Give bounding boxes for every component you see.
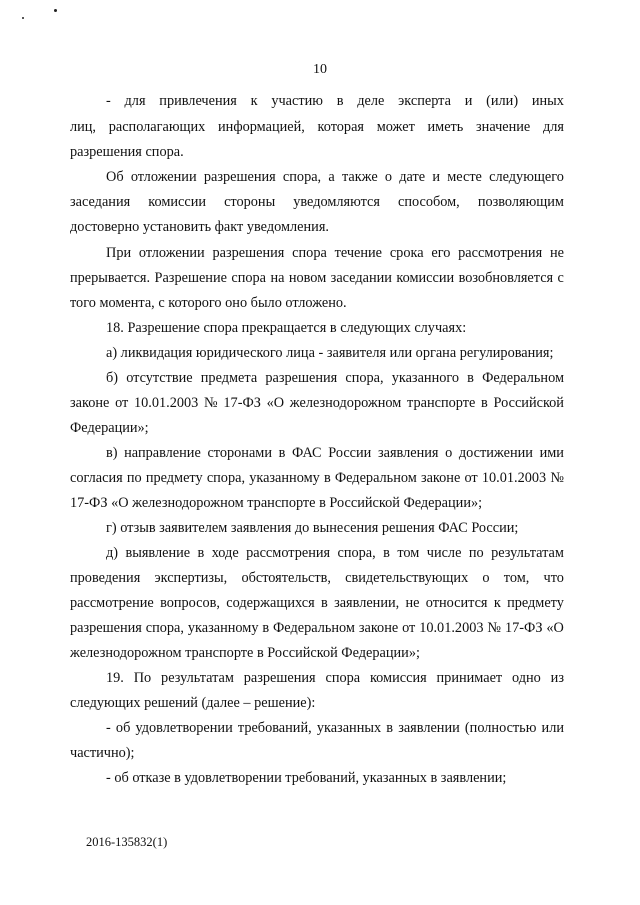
text-line: проведения экспертизы, обстоятельств, свидетельствующих о том, что (70, 570, 564, 586)
text-line: следующих решений (далее – решение): (70, 695, 316, 711)
text-line: 17-ФЗ «О железнодорожном транспорте в Российской Федерации»; (70, 495, 483, 511)
text-line: а) ликвидация юридического лица - заявителя или органа регулирования; (106, 345, 554, 361)
scan-speck (22, 17, 24, 19)
text-line: разрешения спора, указанному в Федеральном законе от 10.01.2003 № 17-ФЗ «О (70, 620, 564, 636)
text-line: частично); (70, 745, 135, 761)
text-line: б) отсутствие предмета разрешения спора, указанного в Федеральном (106, 370, 564, 386)
text-line: 19. По результатам разрешения спора комиссия принимает одно из (106, 670, 564, 686)
text-line: достоверно установить факт уведомления. (70, 219, 329, 235)
text-line: согласия по предмету спора, указанному в Федеральном законе от 10.01.2003 № (70, 470, 564, 486)
text-line: разрешения спора. (70, 144, 184, 160)
text-line: д) выявление в ходе рассмотрения спора, в том числе по результатам (106, 545, 564, 561)
text-line: Федерации»; (70, 420, 149, 436)
text-line: - для привлечения к участию в деле эксперта и (или) иных (106, 93, 564, 109)
text-line: При отложении разрешения спора течение срока его рассмотрения не (106, 245, 564, 261)
text-line: того момента, с которого оно было отложено. (70, 295, 347, 311)
text-line: лиц, располагающих информацией, которая может иметь значение для (70, 119, 564, 135)
text-line: 18. Разрешение спора прекращается в следующих случаях: (106, 320, 467, 336)
text-line: прерывается. Разрешение спора на новом заседании комиссии возобновляется с (70, 270, 564, 286)
text-line: Об отложении разрешения спора, а также о дате и месте следующего (106, 169, 564, 185)
text-line: г) отзыв заявителем заявления до вынесения решения ФАС России; (106, 520, 519, 536)
scan-speck (54, 9, 57, 12)
text-line: законе от 10.01.2003 № 17-ФЗ «О железнодорожном транспорте в Российской (70, 395, 564, 411)
text-line: в) направление сторонами в ФАС России заявления о достижении ими (106, 445, 564, 461)
text-line: - об отказе в удовлетворении требований, указанных в заявлении; (106, 770, 507, 786)
document-code: 2016-135832(1) (86, 835, 168, 849)
text-line: рассмотрение вопросов, содержащихся в заявлении, не относится к предмету (70, 595, 564, 611)
text-line: железнодорожном транспорте в Российской Федерации»; (70, 645, 420, 661)
page-number: 10 (313, 62, 327, 77)
text-line: заседания комиссии стороны уведомляются способом, позволяющим (70, 194, 564, 210)
text-line: - об удовлетворении требований, указанных в заявлении (полностью или (106, 720, 564, 736)
